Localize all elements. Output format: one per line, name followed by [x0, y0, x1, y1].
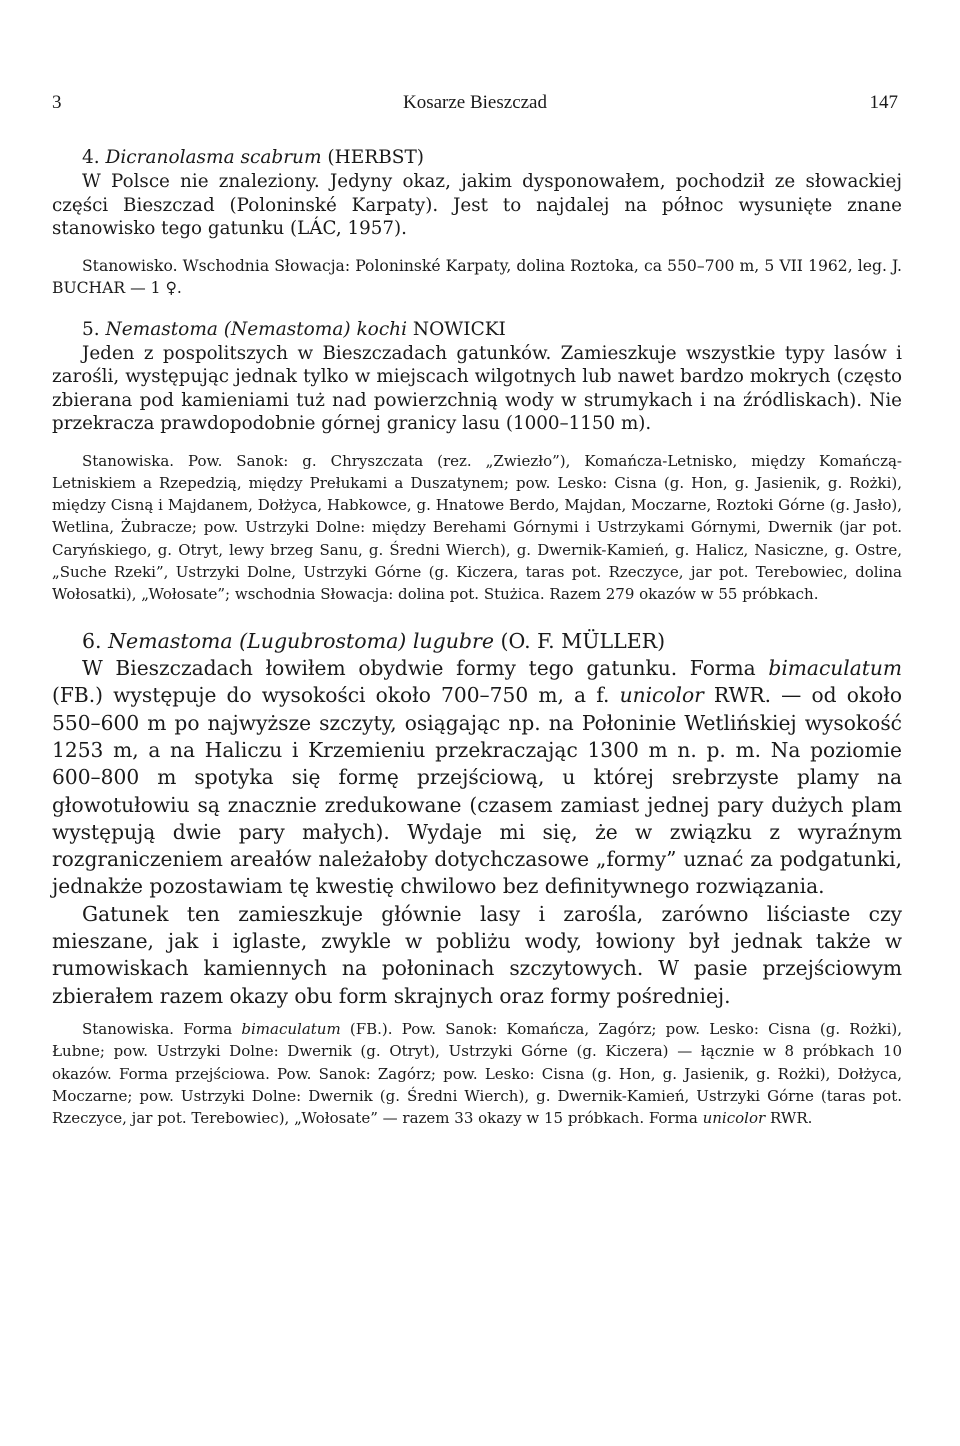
- species-heading-5: [52, 318, 902, 342]
- species-4-locality: Stanowisko. Wschodnia Słowacja: Poloninské Karpaty, dolina Roztoka, ca 550–700 m, 5 VII 1962, leg. J. BUCHAR — 1 ♀.: [52, 256, 902, 297]
- species-author: NOWICKI: [412, 318, 506, 340]
- text-run: W Bieszczadach łowiłem obydwie formy tego gatunku. Forma: [82, 656, 756, 681]
- species-epithet: kochi: [356, 318, 408, 340]
- species-6-localities: [52, 1018, 902, 1129]
- species-6-paragraph-2: Gatunek ten zamieszkuje głównie lasy i zarośla, zarówno liściaste czy mieszane, jak i iglaste, zwykle w pobliżu wody, łowiony był jednak także w rumowiskach kamiennych na połoninach szczytowych. W pasie przejściowym zbierałem razem okazy obu form skrajnych oraz formy pośredniej.: [52, 901, 902, 1008]
- species-6-paragraph-1: [52, 655, 902, 901]
- form-name: bimaculatum: [768, 656, 903, 681]
- species-heading-4: [52, 146, 902, 170]
- page-body: [52, 146, 902, 1129]
- heading-number: 4.: [82, 147, 100, 168]
- form-name: unicolor: [619, 683, 704, 708]
- species-4-paragraph: W Polsce nie znaleziony. Jedyny okaz, jakim dysponowałem, pochodził ze słowackiej części Bieszczad (Poloninské Karpaty). Jest to najdalej na północ wysunięte znane stanowisko tego gatunku (LÁC, 1957).: [52, 171, 902, 239]
- subgenus-name: (Lugubrostoma): [239, 628, 407, 653]
- heading-number: 5.: [82, 318, 100, 340]
- species-heading-6: [52, 628, 902, 656]
- genus-name: Nemastoma: [108, 628, 233, 653]
- text-run: RWR. — od około 550–600 m po najwyższe szczyty, osiągając np. na Połoninie Wetlińskiej wysokość 1253 m, a na Haliczu i Krzemieniu przekraczając 1300 m n. p. m. Na poziomie 600–800 m spotyka się formę przejściową, u której srebrzyste plamy na głowotułowiu są znacznie zredukowane (czasem zamiast jednej pary dużych plam występują dwie pary małych). Wydaje mi się, że w związku z wyraźnym rozgraniczeniem areałów należałoby dotychczasowe „formy” uznać za podgatunki, jednakże pozostawiam tę kwestię chwilowo bez definitywnego rozwiązania.: [52, 683, 902, 899]
- form-name: bimaculatum: [241, 1019, 341, 1038]
- text-run: Stanowiska. Forma: [82, 1019, 233, 1038]
- species-epithet: lugubre: [412, 628, 494, 653]
- species-author: (O. F. MÜLLER): [500, 628, 666, 653]
- text-run: (FB.). Pow. Sanok: Komańcza, Zagórz; pow. Lesko: Cisna (g. Rożki), Łubne; pow. Ustrzyki Dolne: Dwernik (g. Otryt), Ustrzyki Górne (g. Kiczera) — łącznie w 8 próbkach 10 okazów. Forma przejściowa. Pow. Sanok: Zagórz; pow. Lesko: Cisna (g. Hon, g. Jasienik, g. Rożki), Dołżyca, Moczarne; pow. Ustrzyki Dolne: Dwernik (g. Średni Wierch), g. Dwernik-Kamień, Ustrzyki Górne (taras pot. Rzeczyce, jar pot. Terebowiec), „Wołosate” — razem 33 okazy w 15 próbkach. Forma: [52, 1019, 902, 1128]
- page-number: 147: [869, 92, 898, 113]
- text-run: RWR.: [769, 1109, 813, 1128]
- species-name: Dicranolasma scabrum: [105, 147, 322, 168]
- genus-name: Nemastoma: [105, 318, 218, 340]
- species-5-localities: Stanowiska. Pow. Sanok: g. Chryszczata (rez. „Zwiezło”), Komańcza-Letnisko, między Komańczą-Letniskiem a Rzepedzią, między Prełukami a Duszatynem; pow. Lesko: Cisna (g. Hon, g. Jasienik, g. Rożki), między Cisną i Majdanem, Dołżyca, Habkowce, g. Hnatowe Berdo, Majdan, Moczarne, Roztoki Górne (g. Jasło), Wetlina, Żubracze; pow. Ustrzyki Dolne: między Berehami Górnymi i Ustrzykami Górnymi, Dwernik (jar pot. Caryńskiego, g. Otryt, lewy brzeg Sanu, g. Średni Wierch), g. Dwernik-Kamień, g. Halicz, Nasiczne, g. Ostre, „Suche Rzeki”, Ustrzyki Dolne, Ustrzyki Górne (g. Kiczera, taras pot. Rzeczyce, jar pot. Terebowiec, dolina Wołosatki), „Wołosate”; wschodnia Słowacja: dolina pot. Stużica. Razem 279 okazów w 55 próbkach.: [52, 451, 902, 604]
- species-author: (HERBST): [327, 147, 425, 168]
- text-run: (FB.) występuje do wysokości około 700–750 m, a f.: [52, 683, 610, 708]
- subgenus-name: (Nemastoma): [223, 318, 351, 340]
- species-5-paragraph: Jeden z pospolitszych w Bieszczadach gatunków. Zamieszkuje wszystkie typy lasów i zarośli, występując jednak tylko w miejscach wilgotnych lub nawet bardzo mokrych (często zbierana pod kamieniami tuż nad powierzchnią wody w strumykach i na źródliskach). Nie przekracza prawdopodobnie górnej granicy lasu (1000–1150 m).: [52, 342, 902, 434]
- form-name: unicolor: [702, 1109, 766, 1128]
- running-header: [52, 92, 898, 122]
- running-title: Kosarze Bieszczad: [402, 92, 547, 113]
- heading-number: 6.: [82, 628, 102, 653]
- header-left-number: 3: [52, 92, 62, 113]
